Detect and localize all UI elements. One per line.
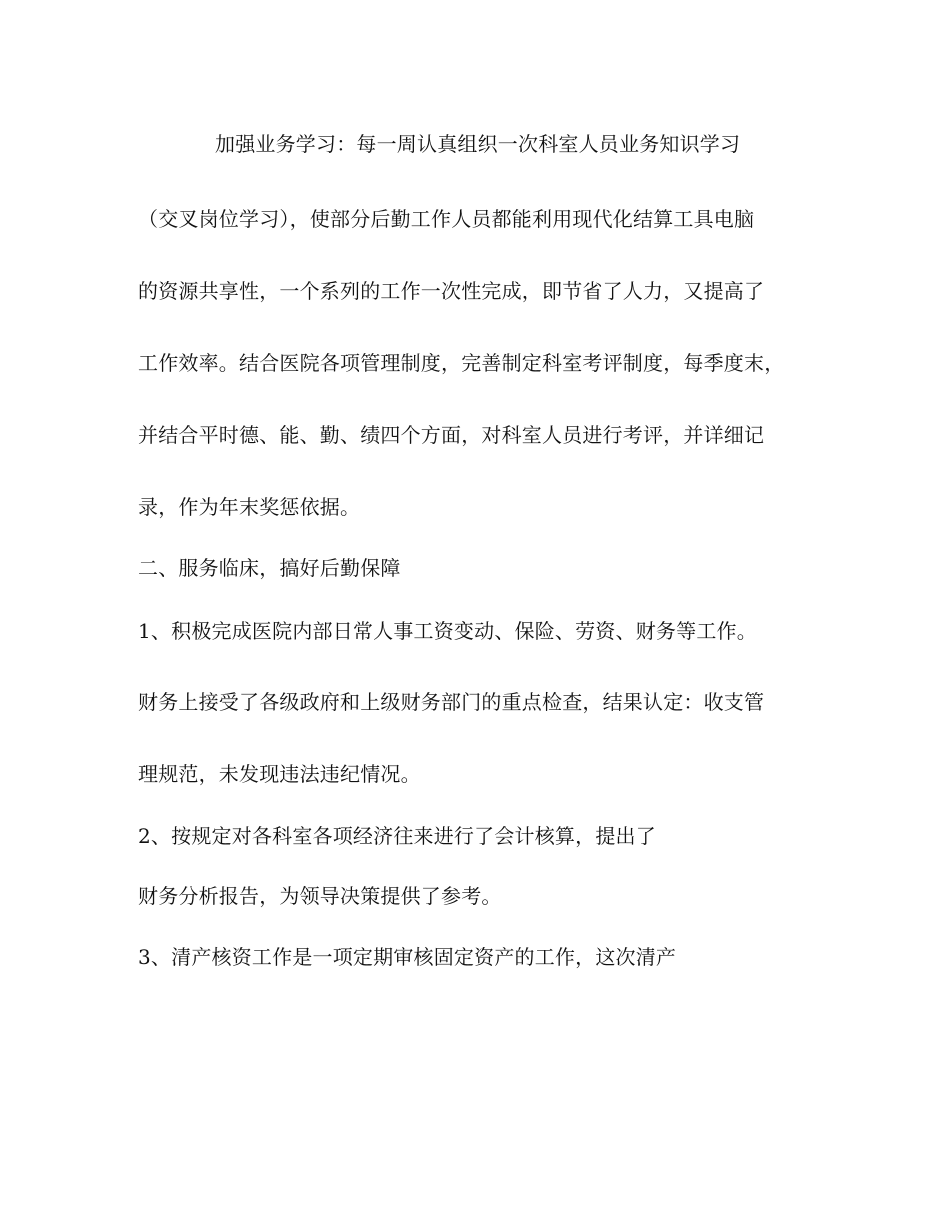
list-item-1-line-1: 1、积极完成医院内部日常人事工资变动、保险、劳资、财务等工作。 — [138, 619, 757, 643]
list-item-2-line-1: 2、按规定对各科室各项经济往来进行了会计核算，提出了 — [138, 824, 656, 848]
paragraph-line-2: （交叉岗位学习），使部分后勤工作人员都能利用现代化结算工具电脑 — [138, 207, 755, 231]
list-item-2-line-2: 财务分析报告，为领导决策提供了参考。 — [138, 884, 502, 908]
paragraph-line-1: 加强业务学习：每一周认真组织一次科室人员业务知识学习 — [215, 132, 741, 156]
paragraph-line-4: 工作效率。结合医院各项管理制度，完善制定科室考评制度，每季度末， — [138, 351, 785, 375]
list-item-1-line-2: 财务上接受了各级政府和上级财务部门的重点检查，结果认定：收支管 — [138, 690, 765, 714]
list-item-3-line-1: 3、清产核资工作是一项定期审核固定资产的工作，这次清产 — [138, 945, 677, 969]
section-heading: 二、服务临床，搞好后勤保障 — [138, 556, 401, 580]
paragraph-line-6: 录，作为年末奖惩依据。 — [138, 495, 361, 519]
list-item-1-line-3: 理规范，未发现违法违纪情况。 — [138, 762, 421, 786]
paragraph-line-5: 并结合平时德、能、勤、绩四个方面，对科室人员进行考评，并详细记 — [138, 423, 765, 447]
paragraph-line-3: 的资源共享性，一个系列的工作一次性完成，即节省了人力，又提高了 — [138, 279, 765, 303]
